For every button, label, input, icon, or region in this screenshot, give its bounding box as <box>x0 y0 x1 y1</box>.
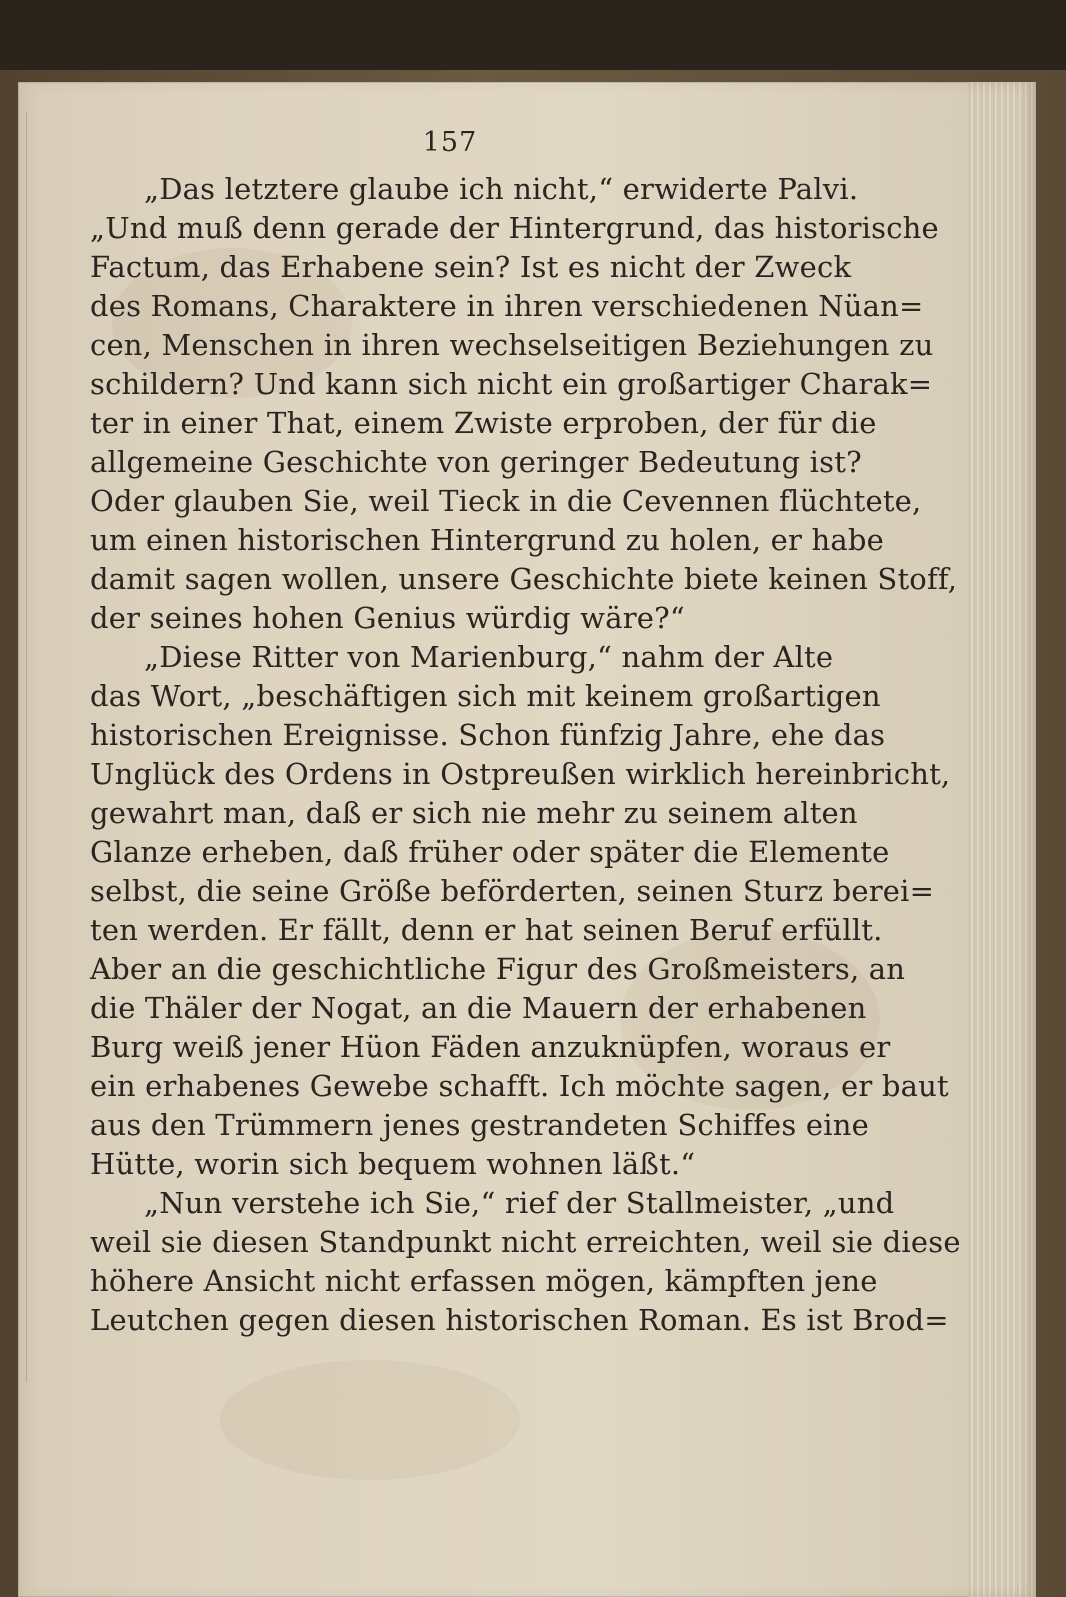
text-line: Unglück des Ordens in Ostpreußen wirklich hereinbricht, <box>90 757 951 791</box>
text-line: ein erhabenes Gewebe schafft. Ich möchte sagen, er baut <box>90 1069 949 1103</box>
text-line: Hütte, worin sich bequem wohnen läßt.“ <box>90 1147 696 1181</box>
text-line: Burg weiß jener Hüon Fäden anzuknüpfen, woraus er <box>90 1030 891 1064</box>
text-line: des Romans, Charaktere in ihren verschiedenen Nüan= <box>90 289 924 323</box>
page-edges <box>968 82 1036 1597</box>
gutter-shadow <box>26 112 27 1382</box>
text-line: um einen historischen Hintergrund zu holen, er habe <box>90 523 884 557</box>
text-line: „Diese Ritter von Marienburg,“ nahm der Alte <box>144 640 834 674</box>
text-line: Oder glauben Sie, weil Tieck in die Cevennen flüchtete, <box>90 484 922 518</box>
text-line: historischen Ereignisse. Schon fünfzig Jahre, ehe das <box>90 718 886 752</box>
text-line: aus den Trümmern jenes gestrandeten Schiffes eine <box>90 1108 869 1142</box>
text-line: Aber an die geschichtliche Figur des Großmeisters, an <box>90 952 906 986</box>
text-line: der seines hohen Genius würdig wäre?“ <box>90 601 685 635</box>
page-number: 157 <box>422 127 478 158</box>
text-line: Glanze erheben, daß früher oder später die Elemente <box>90 835 890 869</box>
text-line: ten werden. Er fällt, denn er hat seinen Beruf erfüllt. <box>90 913 883 947</box>
text-line: „Nun verstehe ich Sie,“ rief der Stallmeister, „und <box>144 1186 895 1220</box>
text-line: das Wort, „beschäftigen sich mit keinem großartigen <box>90 679 881 713</box>
text-line: gewahrt man, daß er sich nie mehr zu seinem alten <box>90 796 858 830</box>
text-line: die Thäler der Nogat, an die Mauern der erhabenen <box>90 991 867 1025</box>
text-line: damit sagen wollen, unsere Geschichte biete keinen Stoff, <box>90 562 958 596</box>
text-line: „Und muß denn gerade der Hintergrund, das historische <box>90 211 939 245</box>
text-line: Factum, das Erhabene sein? Ist es nicht der Zweck <box>90 250 852 284</box>
text-line: höhere Ansicht nicht erfassen mögen, kämpften jene <box>90 1264 878 1298</box>
text-line: allgemeine Geschichte von geringer Bedeutung ist? <box>90 445 862 479</box>
text-line: schildern? Und kann sich nicht ein großartiger Charak= <box>90 367 933 401</box>
text-line: „Das letztere glaube ich nicht,“ erwiderte Palvi. <box>144 172 859 206</box>
page-text <box>90 170 961 1340</box>
text-line: weil sie diesen Standpunkt nicht erreichten, weil sie diese <box>90 1225 961 1259</box>
text-line: ter in einer That, einem Zwiste erproben, der für die <box>90 406 877 440</box>
text-line: cen, Menschen in ihren wechselseitigen Beziehungen zu <box>90 328 934 362</box>
text-line: Leutchen gegen diesen historischen Roman. Es ist Brod= <box>90 1303 949 1337</box>
text-line: selbst, die seine Größe beförderten, seinen Sturz berei= <box>90 874 935 908</box>
